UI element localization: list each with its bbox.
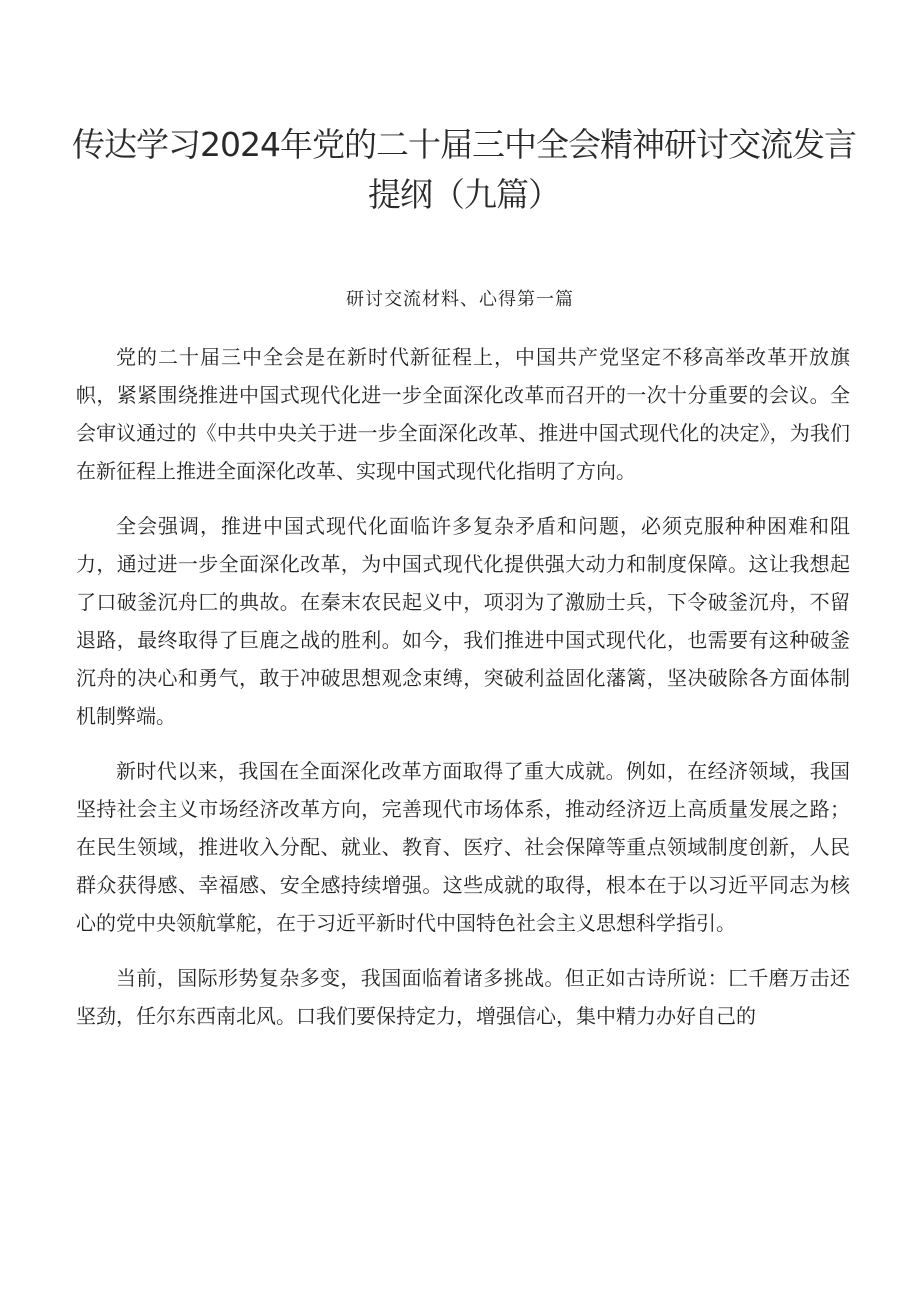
paragraph: 当前，国际形势复杂多变，我国面临着诸多挑战。但正如古诗所说：匚千磨万击还坚劲，任尔东西南北风。口我们要保持定力，增强信心，集中精力办好自己的 <box>76 966 850 1028</box>
document-body <box>76 338 850 1052</box>
paragraph: 新时代以来，我国在全面深化改革方面取得了重大成就。例如，在经济领域，我国坚持社会主义市场经济改革方向，完善现代市场体系，推动经济迈上高质量发展之路；在民生领域，推进收入分配、就业、教育、医疗、社会保障等重点领域制度创新，人民群众获得感、幸福感、安全感持续增强。这些成就的取得，根本在于以习近平同志为核心的党中央领航掌舵，在于习近平新时代中国特色社会主义思想科学指引。 <box>76 759 850 935</box>
paragraph: 全会强调，推进中国式现代化面临许多复杂矛盾和问题，必须克服种种困难和阻力，通过进一步全面深化改革，为中国式现代化提供强大动力和制度保障。这让我想起了口破釜沉舟匚的典故。在秦末农民起义中，项羽为了激励士兵，下令破釜沉舟，不留退路，最终取得了巨鹿之战的胜利。如今，我们推进中国式现代化，也需要有这种破釜沉舟的决心和勇气，敢于冲破思想观念束缚，突破利益固化藩篱，坚决破除各方面体制机制弊端。 <box>76 514 850 728</box>
document-title: 传达学习2024年党的二十届三中全会精神研讨交流发言提纲（九篇） <box>72 125 856 214</box>
paragraph: 党的二十届三中全会是在新时代新征程上，中国共产党坚定不移高举改革开放旗帜，紧紧围绕推进中国式现代化进一步全面深化改革而召开的一次十分重要的会议。全会审议通过的《中共中央关于进一步全面深化改革、推进中国式现代化的决定》，为我们在新征程上推进全面深化改革、实现中国式现代化指明了方向。 <box>76 345 850 483</box>
section-subtitle: 研讨交流材料、心得第一篇 <box>346 289 574 310</box>
